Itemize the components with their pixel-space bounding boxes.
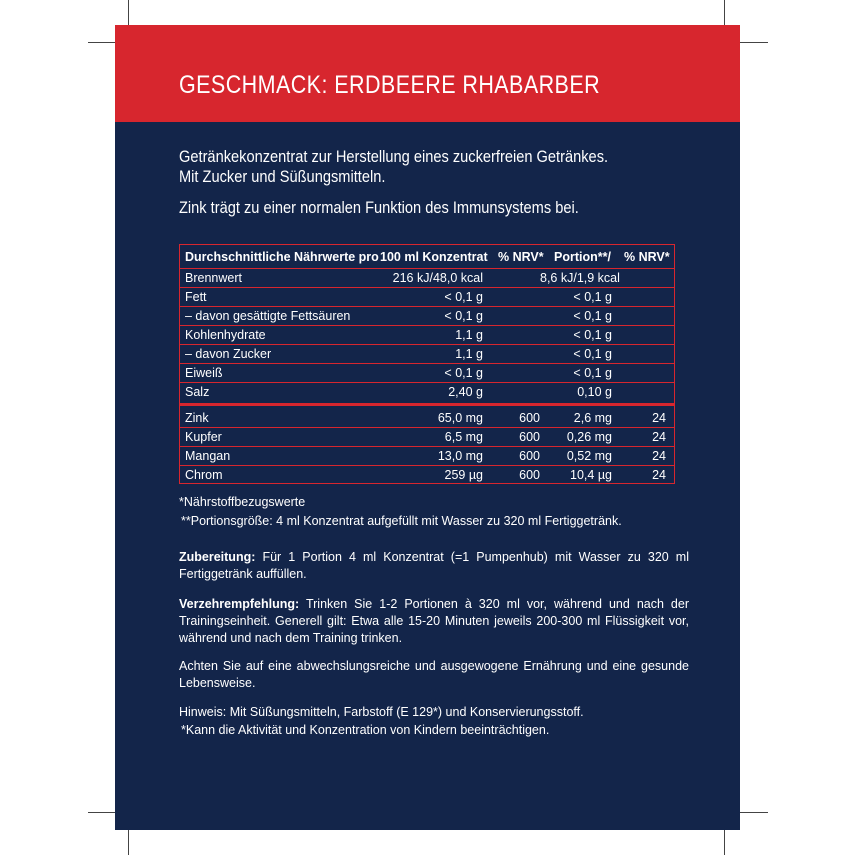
table-cell: 600 [519, 449, 540, 463]
table-row [180, 326, 674, 345]
recommendation-text [179, 596, 689, 647]
table-separator [180, 403, 674, 406]
table-cell: 100 ml Konzentrat [380, 250, 488, 264]
table-cell [612, 345, 666, 364]
table-cell [483, 269, 540, 288]
table-cell: 600 [519, 430, 540, 444]
table-row [180, 364, 674, 383]
intro-line-3: Zink trägt zu einer normalen Funktion des Immunsystems bei. [179, 198, 579, 217]
table-cell: – davon gesättigte Fettsäuren [185, 309, 351, 323]
table-cell: 2,6 mg [573, 411, 612, 425]
footnote-portion: **Portionsgröße: 4 ml Konzentrat aufgefüllt mit Wasser zu 320 ml Fertiggetränk. [181, 514, 622, 528]
table-cell: 0,52 mg [566, 449, 612, 463]
table-cell: Fett [185, 290, 207, 304]
table-cell [612, 364, 666, 383]
table-cell: < 0,1 g [573, 290, 612, 304]
table-cell: Durchschnittliche Nährwerte pro [185, 250, 379, 264]
intro-line-2: Mit Zucker und Süßungsmitteln. [179, 167, 386, 186]
table-cell: 13,0 mg [437, 449, 483, 463]
table-cell: Zink [185, 411, 209, 425]
table-row-mineral [180, 466, 674, 485]
table-cell: 2,40 g [448, 385, 483, 399]
flavor-header [115, 25, 740, 122]
intro-line-1: Getränkekonzentrat zur Herstellung eines zuckerfreien Getränkes. [179, 147, 609, 166]
table-row [180, 288, 674, 307]
crop-mark [88, 812, 118, 813]
table-cell [612, 383, 666, 402]
preparation-label: Zubereitung: [179, 550, 256, 564]
table-cell: < 0,1 g [444, 290, 483, 304]
table-cell: Kupfer [185, 430, 222, 444]
table-cell: < 0,1 g [573, 366, 612, 380]
diet-note: Achten Sie auf eine abwechslungsreiche und ausgewogene Ernährung und eine gesunde Lebensweise. [179, 659, 689, 690]
table-cell [612, 326, 666, 345]
table-cell [483, 307, 540, 326]
table-cell: 600 [519, 468, 540, 482]
table-cell: 8,6 kJ/1,9 kcal [540, 271, 620, 285]
hint-line-2: *Kann die Aktivität und Konzentration von Kindern beeinträchtigen. [181, 723, 550, 737]
table-cell [483, 383, 540, 402]
table-cell: Portion**/ [554, 250, 611, 264]
table-cell: 65,0 mg [437, 411, 483, 425]
table-cell [483, 345, 540, 364]
recommendation-body: Trinken Sie 1-2 Portionen à 320 ml vor, während und nach der Trainingseinheit. Generell gilt: Etwa alle 15-20 Minuten jeweils 200-300 ml Flüssigkeit vor, während und nach dem Training trinken. [179, 597, 689, 645]
crop-mark [738, 42, 768, 43]
table-cell [612, 307, 666, 326]
table-cell: < 0,1 g [444, 366, 483, 380]
table-row-mineral [180, 428, 674, 447]
table-cell: 10,4 µg [570, 468, 612, 482]
table-header-row [180, 245, 674, 269]
table-cell: 24 [652, 411, 666, 425]
table-cell: 24 [652, 430, 666, 444]
recommendation-label: Verzehrempfehlung: [179, 597, 300, 611]
table-row [180, 345, 674, 364]
table-cell [483, 288, 540, 307]
table-cell: 1,1 g [455, 347, 483, 361]
table-cell: < 0,1 g [573, 328, 612, 342]
nutrition-table [179, 244, 675, 484]
table-cell: Chrom [185, 468, 223, 482]
table-row [180, 383, 674, 402]
table-cell: < 0,1 g [573, 347, 612, 361]
table-cell: Mangan [185, 449, 231, 463]
table-cell: – davon Zucker [185, 347, 272, 361]
table-cell [612, 269, 666, 288]
flavor-title: GESCHMACK: ERDBEERE RHABARBER [179, 71, 601, 99]
table-cell: 600 [519, 411, 540, 425]
product-label [115, 25, 740, 830]
table-cell [483, 364, 540, 383]
table-cell [483, 326, 540, 345]
table-cell: Kohlenhydrate [185, 328, 266, 342]
table-cell: < 0,1 g [444, 309, 483, 323]
preparation-body: Für 1 Portion 4 ml Konzentrat (=1 Pumpenhub) mit Wasser zu 320 ml Fertiggetränk auffüllen. [179, 550, 689, 581]
hint-line-1: Hinweis: Mit Süßungsmitteln, Farbstoff (E 129*) und Konservierungsstoff. [179, 705, 584, 719]
footnote-nrv: *Nährstoffbezugswerte [179, 495, 306, 509]
table-row-mineral [180, 447, 674, 466]
table-cell: 216 kJ/48,0 kcal [392, 271, 483, 285]
table-cell: 6,5 mg [444, 430, 483, 444]
table-cell: Eiweiß [185, 366, 223, 380]
table-row-mineral [180, 409, 674, 428]
table-cell: 1,1 g [455, 328, 483, 342]
table-cell: % NRV* [624, 250, 670, 264]
table-cell: % NRV* [498, 250, 544, 264]
table-cell: 259 µg [444, 468, 483, 482]
table-row [180, 307, 674, 326]
table-cell: Salz [185, 385, 210, 399]
table-cell [612, 288, 666, 307]
table-cell: 0,10 g [577, 385, 612, 399]
table-row [180, 269, 674, 288]
crop-mark [88, 42, 118, 43]
preparation-text [179, 549, 689, 583]
table-cell: 0,26 mg [566, 430, 612, 444]
table-cell: Brennwert [185, 271, 242, 285]
crop-mark [738, 812, 768, 813]
table-cell: 24 [652, 449, 666, 463]
table-cell: < 0,1 g [573, 309, 612, 323]
table-cell: 24 [652, 468, 666, 482]
